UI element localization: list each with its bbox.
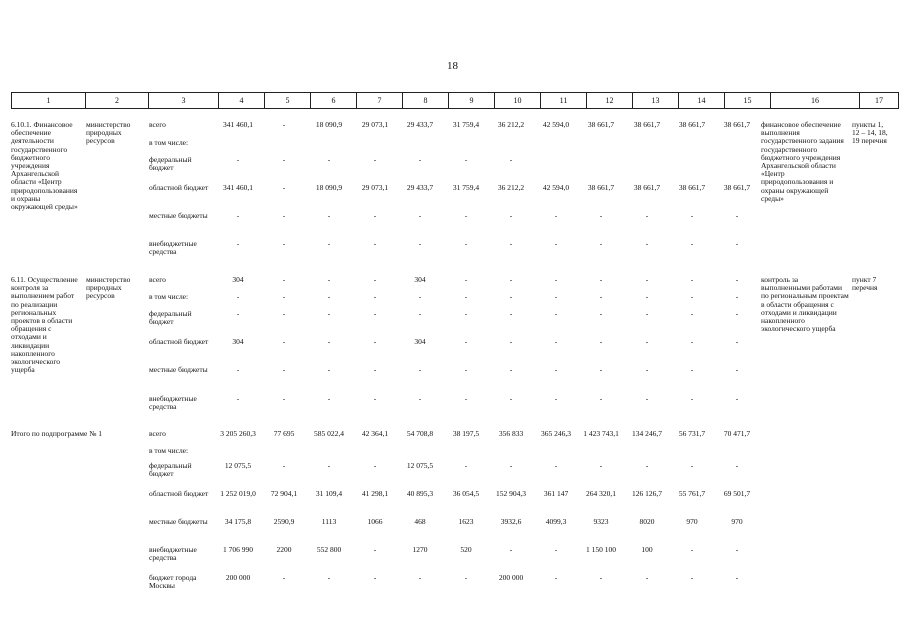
total-title: Итого по подпрограмме № 1	[11, 429, 103, 438]
total-value-4-4: 468	[414, 517, 426, 526]
row-6-10-1-value-4-8: -	[599, 211, 603, 220]
row-6-10-1-value-0-9: 38 661,7	[633, 120, 661, 129]
row-6-10-1-value-0-3: 29 073,1	[361, 120, 389, 129]
page-number: 18	[447, 60, 458, 72]
row-6-11-value-3-8: -	[599, 337, 603, 346]
row-6-11-reference: пункт 7 перечня	[852, 275, 878, 293]
row-6-11-value-1-7: -	[554, 292, 558, 301]
row-6-11-value-3-9: -	[645, 337, 649, 346]
row-6-11-value-3-1: -	[282, 337, 286, 346]
total-value-0-9: 134 246,7	[632, 429, 662, 438]
row-6-10-1-value-2-2: -	[327, 155, 331, 164]
total-value-3-0: 1 252 019,0	[220, 489, 256, 498]
total-value-6-10: -	[690, 573, 694, 582]
row-6-10-1-value-5-11: -	[735, 239, 739, 248]
row-6-11-value-4-0: -	[236, 365, 240, 374]
row-6-11-source-3: областной бюджет	[149, 337, 209, 346]
total-value-0-0: 3 205 260,3	[220, 429, 256, 438]
row-6-11-value-2-4: -	[418, 309, 422, 318]
row-6-10-1-value-0-5: 31 759,4	[452, 120, 480, 129]
row-6-10-1-value-4-6: -	[509, 211, 513, 220]
row-6-11-value-1-0: -	[236, 292, 240, 301]
row-6-11-value-5-0: -	[236, 394, 240, 403]
total-value-4-9: 8020	[639, 517, 655, 526]
row-6-11-source-1: в том числе:	[149, 292, 189, 301]
total-value-6-8: -	[599, 573, 603, 582]
total-source-1: в том числе:	[149, 446, 189, 455]
row-6-11-value-1-11: -	[735, 292, 739, 301]
row-6-11-value-1-9: -	[645, 292, 649, 301]
total-value-6-7: -	[554, 573, 558, 582]
row-6-11-value-0-11: -	[735, 275, 739, 284]
row-6-11-value-2-10: -	[690, 309, 694, 318]
row-6-10-1-value-0-8: 38 661,7	[587, 120, 615, 129]
total-value-0-2: 585 022,4	[314, 429, 344, 438]
total-source-5: внебюджетные средства	[149, 545, 197, 563]
row-6-11-value-5-5: -	[464, 394, 468, 403]
total-value-5-4: 1270	[412, 545, 428, 554]
row-6-10-1-value-4-3: -	[373, 211, 377, 220]
row-6-11-value-2-2: -	[327, 309, 331, 318]
row-6-10-1-value-4-7: -	[554, 211, 558, 220]
header-col-6: 6	[311, 93, 357, 109]
total-value-6-9: -	[645, 573, 649, 582]
row-6-11-value-2-1: -	[282, 309, 286, 318]
row-6-11-value-4-4: -	[418, 365, 422, 374]
row-6-11-value-5-7: -	[554, 394, 558, 403]
row-6-11-value-3-5: -	[464, 337, 468, 346]
total-value-5-1: 2200	[276, 545, 292, 554]
total-value-4-0: 34 175,8	[224, 517, 252, 526]
row-6-11-value-3-11: -	[735, 337, 739, 346]
row-6-11-value-2-9: -	[645, 309, 649, 318]
header-col-1: 1	[12, 93, 86, 109]
row-6-10-1-value-0-0: 341 460,1	[223, 120, 253, 129]
row-6-10-1-value-0-10: 38 661,7	[678, 120, 706, 129]
row-6-10-1-value-2-4: -	[418, 155, 422, 164]
row-6-11-value-2-0: -	[236, 309, 240, 318]
row-6-11-value-4-2: -	[327, 365, 331, 374]
header-col-2: 2	[86, 93, 149, 109]
total-value-3-1: 72 904,1	[270, 489, 298, 498]
row-6-11-value-1-8: -	[599, 292, 603, 301]
row-6-10-1-value-3-9: 38 661,7	[633, 183, 661, 192]
row-6-10-1-value-0-1: -	[282, 120, 286, 129]
row-6-10-1-source-2: федеральный бюджет	[149, 155, 192, 173]
row-6-10-1-value-5-6: -	[509, 239, 513, 248]
total-value-5-3: -	[373, 545, 377, 554]
total-value-2-3: -	[373, 461, 377, 470]
total-value-6-1: -	[282, 573, 286, 582]
total-value-3-9: 126 126,7	[632, 489, 662, 498]
total-value-5-5: 520	[460, 545, 472, 554]
total-value-6-11: -	[735, 573, 739, 582]
total-value-5-0: 1 706 990	[223, 545, 253, 554]
row-6-10-1-value-3-8: 38 661,7	[587, 183, 615, 192]
header-col-7: 7	[357, 93, 403, 109]
row-6-10-1-value-3-6: 36 212,2	[497, 183, 525, 192]
total-value-6-0: 200 000	[225, 573, 251, 582]
header-col-3: 3	[149, 93, 219, 109]
row-6-11-value-5-9: -	[645, 394, 649, 403]
total-value-2-8: -	[599, 461, 603, 470]
total-value-5-9: 100	[641, 545, 653, 554]
row-6-11-value-0-9: -	[645, 275, 649, 284]
row-6-10-1-value-4-2: -	[327, 211, 331, 220]
row-6-11-value-1-4: -	[418, 292, 422, 301]
row-6-11-value-2-7: -	[554, 309, 558, 318]
row-6-10-1-value-4-4: -	[418, 211, 422, 220]
total-source-0: всего	[149, 429, 166, 438]
row-6-11-value-4-7: -	[554, 365, 558, 374]
total-value-4-5: 1623	[458, 517, 474, 526]
total-value-0-4: 54 708,8	[406, 429, 434, 438]
total-value-2-11: -	[735, 461, 739, 470]
header-col-12: 12	[587, 93, 633, 109]
total-value-2-7: -	[554, 461, 558, 470]
row-6-11-value-0-1: -	[282, 275, 286, 284]
total-value-6-3: -	[373, 573, 377, 582]
row-6-11-value-3-10: -	[690, 337, 694, 346]
total-value-6-5: -	[464, 573, 468, 582]
total-value-2-0: 12 075,5	[224, 461, 252, 470]
row-6-10-1-value-4-9: -	[645, 211, 649, 220]
row-6-10-1-value-3-2: 18 090,9	[315, 183, 343, 192]
row-6-11-value-5-1: -	[282, 394, 286, 403]
row-6-11-value-3-0: 304	[232, 337, 244, 346]
total-value-4-11: 970	[731, 517, 743, 526]
row-6-11-source-0: всего	[149, 275, 166, 284]
header-col-13: 13	[633, 93, 679, 109]
header-col-8: 8	[403, 93, 449, 109]
row-6-11-value-5-3: -	[373, 394, 377, 403]
row-6-11-value-2-3: -	[373, 309, 377, 318]
row-6-10-1-result: финансовое обеспечение выполнения государственного задания государственного бюджетного учреждения Архангельской области «Центр природопользования и охраны окружающей среды»	[761, 120, 844, 203]
total-value-5-6: -	[509, 545, 513, 554]
row-6-11-value-0-2: -	[327, 275, 331, 284]
row-6-10-1-value-5-7: -	[554, 239, 558, 248]
row-6-11-value-3-3: -	[373, 337, 377, 346]
row-6-10-1-value-5-3: -	[373, 239, 377, 248]
row-6-10-1-value-3-1: -	[282, 183, 286, 192]
total-value-0-6: 356 833	[498, 429, 524, 438]
row-6-11-source-4: местные бюджеты	[149, 365, 208, 374]
row-6-11-value-4-5: -	[464, 365, 468, 374]
row-6-10-1-source-3: областной бюджет	[149, 183, 209, 192]
row-6-11-value-0-6: -	[509, 275, 513, 284]
total-value-6-4: -	[418, 573, 422, 582]
total-value-0-8: 1 423 743,1	[583, 429, 619, 438]
row-6-10-1-value-0-4: 29 433,7	[406, 120, 434, 129]
row-6-11-value-4-6: -	[509, 365, 513, 374]
row-6-10-1-value-5-10: -	[690, 239, 694, 248]
row-6-10-1-value-5-1: -	[282, 239, 286, 248]
row-6-10-1-source-5: внебюджетные средства	[149, 239, 197, 257]
row-6-10-1-value-4-0: -	[236, 211, 240, 220]
row-6-10-1-executor: министерство природных ресурсов	[86, 120, 131, 146]
row-6-10-1-value-3-5: 31 759,4	[452, 183, 480, 192]
total-value-0-5: 38 197,5	[452, 429, 480, 438]
total-value-2-1: -	[282, 461, 286, 470]
row-6-10-1-reference: пункты 1, 12 – 14, 18, 19 перечня	[852, 120, 888, 146]
row-6-11-value-0-5: -	[464, 275, 468, 284]
row-6-10-1-value-3-7: 42 594,0	[542, 183, 570, 192]
row-6-10-1-value-2-5: -	[464, 155, 468, 164]
total-source-3: областной бюджет	[149, 489, 209, 498]
row-6-11-value-0-4: 304	[414, 275, 426, 284]
total-value-5-8: 1 150 100	[586, 545, 616, 554]
row-6-10-1-value-2-6: -	[509, 155, 513, 164]
row-6-11-value-2-11: -	[735, 309, 739, 318]
row-6-11-value-0-3: -	[373, 275, 377, 284]
row-6-10-1-source-4: местные бюджеты	[149, 211, 208, 220]
total-value-3-8: 264 320,1	[586, 489, 616, 498]
header-col-14: 14	[679, 93, 725, 109]
total-value-4-1: 2590,9	[273, 517, 295, 526]
header-col-4: 4	[219, 93, 265, 109]
row-6-11-value-5-6: -	[509, 394, 513, 403]
row-6-10-1-value-3-3: 29 073,1	[361, 183, 389, 192]
row-6-10-1-value-4-10: -	[690, 211, 694, 220]
row-6-11-value-3-7: -	[554, 337, 558, 346]
row-6-11-result: контроль за выполненными работами по региональным проектам в области обращения с отходами и ликвидации накопленного экологического ущерба	[761, 275, 849, 334]
row-6-10-1-title: 6.10.1. Финансовое обеспечение деятельности государственного бюджетного учреждения Архангельской области «Центр природопользования и охраны окружающей среды»	[11, 120, 78, 212]
row-6-10-1-value-4-5: -	[464, 211, 468, 220]
row-6-10-1-value-3-11: 38 661,7	[723, 183, 751, 192]
total-value-3-4: 40 895,3	[406, 489, 434, 498]
total-value-4-8: 9323	[593, 517, 609, 526]
total-source-6: бюджет города Москвы	[149, 573, 197, 591]
row-6-10-1-value-5-8: -	[599, 239, 603, 248]
total-value-2-4: 12 075,5	[406, 461, 434, 470]
row-6-10-1-value-0-11: 38 661,7	[723, 120, 751, 129]
row-6-11-value-4-9: -	[645, 365, 649, 374]
row-6-11-value-4-8: -	[599, 365, 603, 374]
total-value-5-2: 552 800	[316, 545, 342, 554]
row-6-11-value-0-7: -	[554, 275, 558, 284]
total-source-4: местные бюджеты	[149, 517, 208, 526]
row-6-11-executor: министерство природных ресурсов	[86, 275, 131, 301]
total-value-2-5: -	[464, 461, 468, 470]
total-value-2-2: -	[327, 461, 331, 470]
row-6-11-value-5-10: -	[690, 394, 694, 403]
row-6-11-value-1-10: -	[690, 292, 694, 301]
total-value-3-3: 41 298,1	[361, 489, 389, 498]
row-6-11-value-0-8: -	[599, 275, 603, 284]
row-6-10-1-value-0-6: 36 212,2	[497, 120, 525, 129]
header-col-15: 15	[725, 93, 771, 109]
header-col-17: 17	[860, 93, 899, 109]
header-col-16: 16	[771, 93, 860, 109]
row-6-10-1-value-2-0: -	[236, 155, 240, 164]
total-value-4-3: 1066	[367, 517, 383, 526]
row-6-11-title: 6.11. Осуществление контроля за выполнением работ по реализации региональных проектов в области обращения с отходами и ликвидации накопленного экологического ущерба	[11, 275, 78, 375]
header-col-11: 11	[541, 93, 587, 109]
row-6-10-1-value-5-9: -	[645, 239, 649, 248]
row-6-11-value-1-2: -	[327, 292, 331, 301]
total-value-3-7: 361 147	[543, 489, 569, 498]
row-6-11-value-5-4: -	[418, 394, 422, 403]
total-value-5-11: -	[735, 545, 739, 554]
total-value-5-10: -	[690, 545, 694, 554]
total-value-2-10: -	[690, 461, 694, 470]
row-6-10-1-value-3-10: 38 661,7	[678, 183, 706, 192]
total-source-2: федеральный бюджет	[149, 461, 192, 479]
total-value-0-11: 70 471,7	[723, 429, 751, 438]
total-value-6-2: -	[327, 573, 331, 582]
total-value-2-9: -	[645, 461, 649, 470]
row-6-10-1-value-5-5: -	[464, 239, 468, 248]
row-6-11-value-2-8: -	[599, 309, 603, 318]
row-6-11-value-5-2: -	[327, 394, 331, 403]
total-value-3-5: 36 054,5	[452, 489, 480, 498]
row-6-11-value-2-6: -	[509, 309, 513, 318]
row-6-11-source-5: внебюджетные средства	[149, 394, 197, 412]
total-value-3-6: 152 904,3	[496, 489, 526, 498]
row-6-10-1-value-2-3: -	[373, 155, 377, 164]
row-6-10-1-value-5-0: -	[236, 239, 240, 248]
total-value-0-3: 42 364,1	[361, 429, 389, 438]
total-value-4-7: 4099,3	[545, 517, 567, 526]
row-6-10-1-value-5-4: -	[418, 239, 422, 248]
total-value-5-7: -	[554, 545, 558, 554]
row-6-11-value-4-1: -	[282, 365, 286, 374]
total-value-3-10: 55 761,7	[678, 489, 706, 498]
total-value-2-6: -	[509, 461, 513, 470]
total-value-3-11: 69 501,7	[723, 489, 751, 498]
row-6-10-1-value-2-1: -	[282, 155, 286, 164]
row-6-11-value-4-11: -	[735, 365, 739, 374]
row-6-11-value-4-3: -	[373, 365, 377, 374]
row-6-10-1-source-0: всего	[149, 120, 166, 129]
row-6-11-value-3-2: -	[327, 337, 331, 346]
row-6-10-1-value-3-0: 341 460,1	[223, 183, 253, 192]
row-6-11-value-1-1: -	[282, 292, 286, 301]
total-value-4-10: 970	[686, 517, 698, 526]
row-6-11-source-2: федеральный бюджет	[149, 309, 192, 327]
total-value-0-10: 56 731,7	[678, 429, 706, 438]
row-6-10-1-value-4-11: -	[735, 211, 739, 220]
total-value-4-2: 1113	[321, 517, 337, 526]
header-col-9: 9	[449, 93, 495, 109]
row-6-10-1-value-0-2: 18 090,9	[315, 120, 343, 129]
total-value-4-6: 3932,6	[500, 517, 522, 526]
row-6-11-value-1-5: -	[464, 292, 468, 301]
total-value-0-7: 365 246,3	[541, 429, 571, 438]
row-6-11-value-2-5: -	[464, 309, 468, 318]
row-6-11-value-0-0: 304	[232, 275, 244, 284]
row-6-11-value-1-3: -	[373, 292, 377, 301]
total-value-6-6: 200 000	[498, 573, 524, 582]
column-number-header	[11, 92, 899, 109]
row-6-11-value-5-8: -	[599, 394, 603, 403]
row-6-10-1-value-5-2: -	[327, 239, 331, 248]
row-6-11-value-4-10: -	[690, 365, 694, 374]
header-col-10: 10	[495, 93, 541, 109]
row-6-11-value-5-11: -	[735, 394, 739, 403]
row-6-11-value-3-6: -	[509, 337, 513, 346]
row-6-11-value-3-4: 304	[414, 337, 426, 346]
header-col-5: 5	[265, 93, 311, 109]
total-value-0-1: 77 695	[273, 429, 295, 438]
row-6-10-1-value-3-4: 29 433,7	[406, 183, 434, 192]
row-6-11-value-1-6: -	[509, 292, 513, 301]
row-6-10-1-value-4-1: -	[282, 211, 286, 220]
total-value-3-2: 31 109,4	[315, 489, 343, 498]
row-6-11-value-0-10: -	[690, 275, 694, 284]
row-6-10-1-source-1: в том числе:	[149, 138, 189, 147]
row-6-10-1-value-0-7: 42 594,0	[542, 120, 570, 129]
